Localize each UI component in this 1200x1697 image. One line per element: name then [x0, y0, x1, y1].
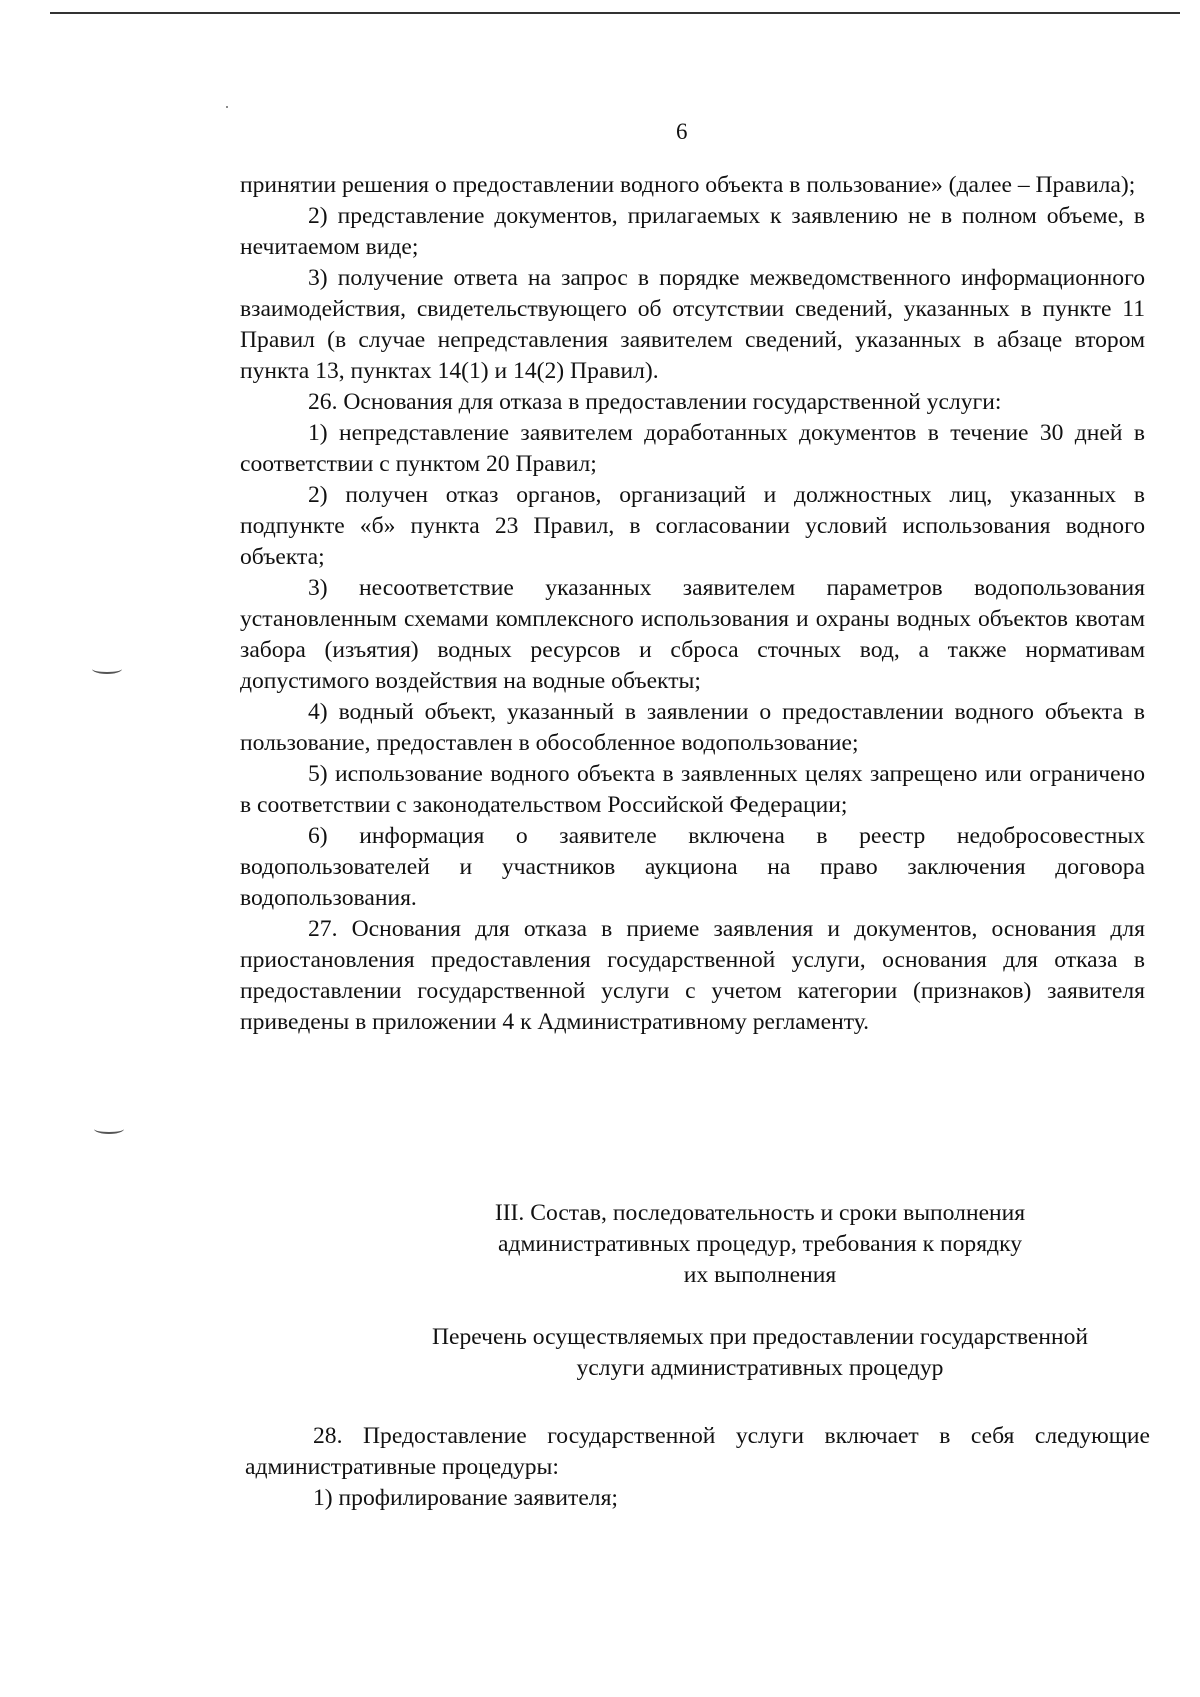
top-border-line: [50, 12, 1180, 14]
page-number: 6: [676, 119, 688, 144]
scan-speck: [226, 106, 228, 108]
paragraph: принятии решения о предоставлении водного объекта в пользование» (далее – Правила);: [240, 172, 1136, 198]
paragraph: 27. Основания для отказа в приеме заявления и документов, основания для приостановления предоставления государственной услуги, основания для отказа в предоставлении государственной услуги с учетом категории (признаков) заявителя приведены в приложении 4 к Административному регламенту.: [240, 916, 1145, 1035]
paragraph: 6) информация о заявителе включена в реестр недобросовестных водопользователей и участников аукциона на право заключения договора водопользования.: [240, 823, 1145, 911]
paragraph: 1) профилирование заявителя;: [313, 1485, 618, 1511]
section-heading-line: их выполнения: [683, 1262, 837, 1288]
paragraph: 3) несоответствие указанных заявителем параметров водопользования установленным схемами комплексного использования и охраны водных объектов квотам забора (изъятия) водных ресурсов и сброса сточных вод, а также нормативам допустимого воздействия на водные объекты;: [240, 575, 1145, 694]
body-text: [240, 170, 1145, 1038]
paragraph: 4) водный объект, указанный в заявлении о предоставлении водного объекта в пользование, предоставлен в обособленное водопользование;: [240, 699, 1145, 756]
subsection-heading-line: Перечень осуществляемых при предоставлении государственной: [431, 1324, 1089, 1350]
section-heading-line: III. Состав, последовательность и сроки выполнения: [494, 1200, 1026, 1226]
margin-punch-mark: [92, 664, 122, 674]
paragraph: 28. Предоставление государственной услуги включает в себя следующие административные процедуры:: [245, 1423, 1150, 1480]
paragraph: 26. Основания для отказа в предоставлении государственной услуги:: [308, 389, 1002, 415]
paragraph: 3) получение ответа на запрос в порядке межведомственного информационного взаимодействия, свидетельствующего об отсутствии сведений, указанных в пункте 11 Правил (в случае непредставления заявителем сведений, указанных в абзаце втором пункта 13, пунктах 14(1) и 14(2) Правил).: [240, 265, 1145, 384]
body-text-continued: [245, 1421, 1150, 1514]
margin-punch-mark: [94, 1124, 124, 1134]
paragraph: 2) представление документов, прилагаемых к заявлению не в полном объеме, в нечитаемом виде;: [240, 203, 1145, 260]
section-heading: [300, 1198, 1200, 1291]
subsection-heading: [300, 1322, 1200, 1384]
subsection-heading-line: услуги административных процедур: [576, 1355, 944, 1381]
paragraph: 1) непредставление заявителем доработанных документов в течение 30 дней в соответствии с пунктом 20 Правил;: [240, 420, 1145, 477]
paragraph: 5) использование водного объекта в заявленных целях запрещено или ограничено в соответствии с законодательством Российской Федерации;: [240, 761, 1145, 818]
section-heading-line: административных процедур, требования к порядку: [497, 1231, 1022, 1257]
paragraph: 2) получен отказ органов, организаций и должностных лиц, указанных в подпункте «б» пункта 23 Правил, в согласовании условий использования водного объекта;: [240, 482, 1145, 570]
